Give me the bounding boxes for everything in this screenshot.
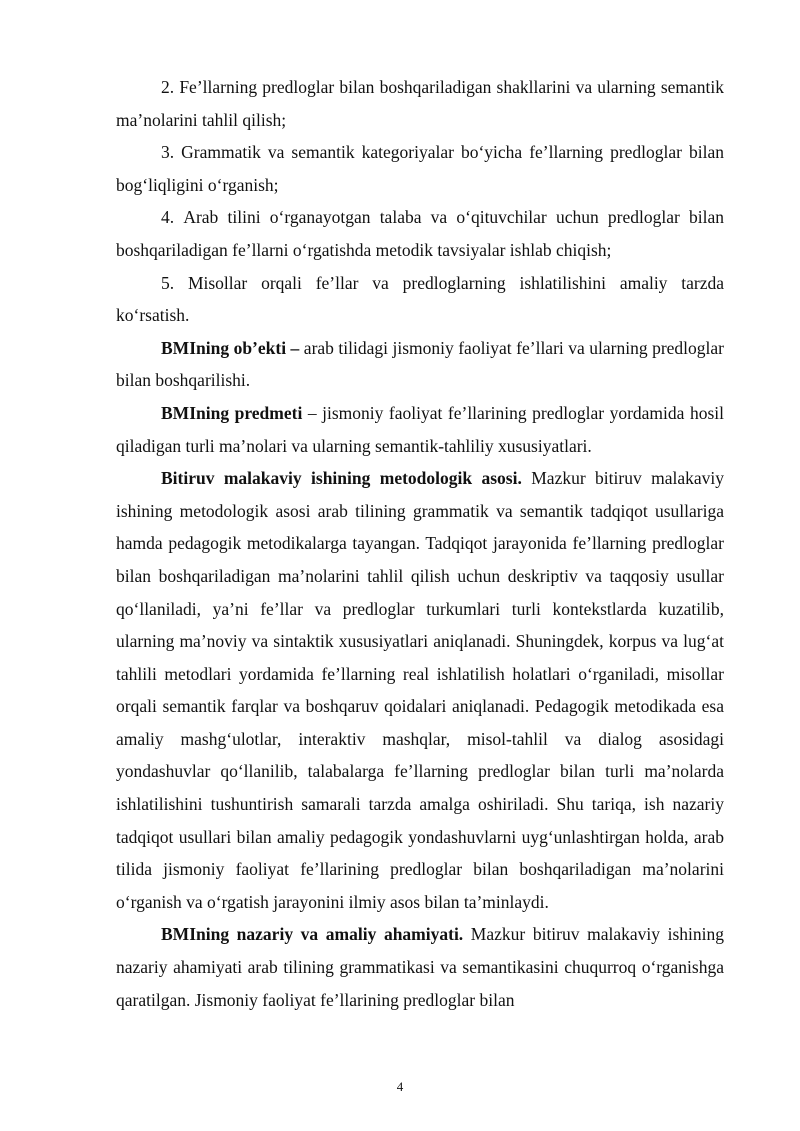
subject-text: – jismoniy faoliyat fe’llarining predloglar yordamida hosil qiladigan turli ma’nolari va ularning semantik-tahliliy xususiyatlari. [116, 402, 724, 456]
methodology-heading: Bitiruv malakaviy ishining metodologik asosi. [161, 468, 522, 489]
list-number: 4. [161, 207, 175, 228]
list-item-5 [116, 267, 724, 332]
list-number: 3. [161, 142, 175, 163]
list-item-4 [116, 201, 724, 266]
significance-paragraph [116, 918, 724, 1016]
methodology-paragraph [116, 462, 724, 918]
list-text: Misollar orqali fe’llar va predloglarning ishlatilishini amaliy tarzda ko‘rsatish. [116, 272, 724, 326]
list-text: Arab tilini o‘rganayotgan talaba va o‘qituvchilar uchun predloglar bilan boshqariladigan fe’llarni o‘rgatishda metodik tavsiyalar ishlab chiqish; [116, 207, 725, 260]
list-item-3 [116, 136, 724, 201]
list-number: 2. [161, 77, 175, 97]
body-text [116, 71, 724, 1016]
significance-heading: BMIning nazariy va amaliy ahamiyati. [161, 924, 464, 945]
list-text: Fe’llarning predloglar bilan boshqariladigan shakllarini va ularning semantik ma’nolarini tahlil qilish; [116, 77, 724, 130]
subject-paragraph [116, 397, 724, 462]
significance-text: Mazkur bitiruv malakaviy ishining nazariy ahamiyati arab tilining grammatikasi va semantikasini chuqurroq o‘rganishga qaratilgan. Jismoniy faoliyat fe’llarining predloglar bilan [116, 924, 724, 1010]
object-paragraph [116, 332, 724, 397]
list-item-2 [116, 71, 724, 136]
page-number: 4 [396, 1079, 404, 1094]
subject-heading: BMIning predmeti [161, 402, 303, 423]
list-text: Grammatik va semantik kategoriyalar bo‘yicha fe’llarning predloglar bilan bog‘liqligini o‘rganish; [116, 142, 724, 195]
object-heading: BMIning ob’ekti – [161, 337, 300, 358]
object-text: arab tilidagi jismoniy faoliyat fe’llari va ularning predloglar bilan boshqarilishi. [116, 337, 724, 391]
list-number: 5. [161, 272, 175, 293]
methodology-text: Mazkur bitiruv malakaviy ishining metodologik asosi arab tilining grammatik va semantik tadqiqot usullariga hamda pedagogik metodikalarga tayangan. Tadqiqot jarayonida fe’llarning predloglar bilan boshqariladigan ma’nolarini tahlil qilish uchun deskriptiv va taqqosiy usullar qo‘llaniladi, ya’ni fe’llar va predloglar turkumlari turli kontekstlarda kuzatilib, ularning ma’noviy va sintaktik xususiyatlari aniqlanadi. Shuningdek, korpus va lug‘at tahlili metodlari yordamida fe’llarning real ishlatilish holatlari o‘rganiladi, misollar orqali semantik farqlar va boshqaruv qoidalari aniqlanadi. Pedagogik metodikada esa amaliy mashg‘ulotlar, interaktiv mashqlar, misol-tahlil va dialog asosidagi yondashuvlar qo‘llanilib, talabalarga fe’llarning predloglar bilan turli ma’nolarda ishlatilishini tushuntirish samarali tarzda amalga oshiriladi. Shu tariqa, ish nazariy tadqiqot usullari bilan amaliy pedagogik yondashuvlarni uyg‘unlashtirgan holda, arab tilida jismoniy faoliyat fe’llarining predloglar bilan boshqariladigan ma’nolarini o‘rganish va o‘rgatish jarayonini ilmiy asos bilan ta’minlaydi. [116, 468, 724, 912]
